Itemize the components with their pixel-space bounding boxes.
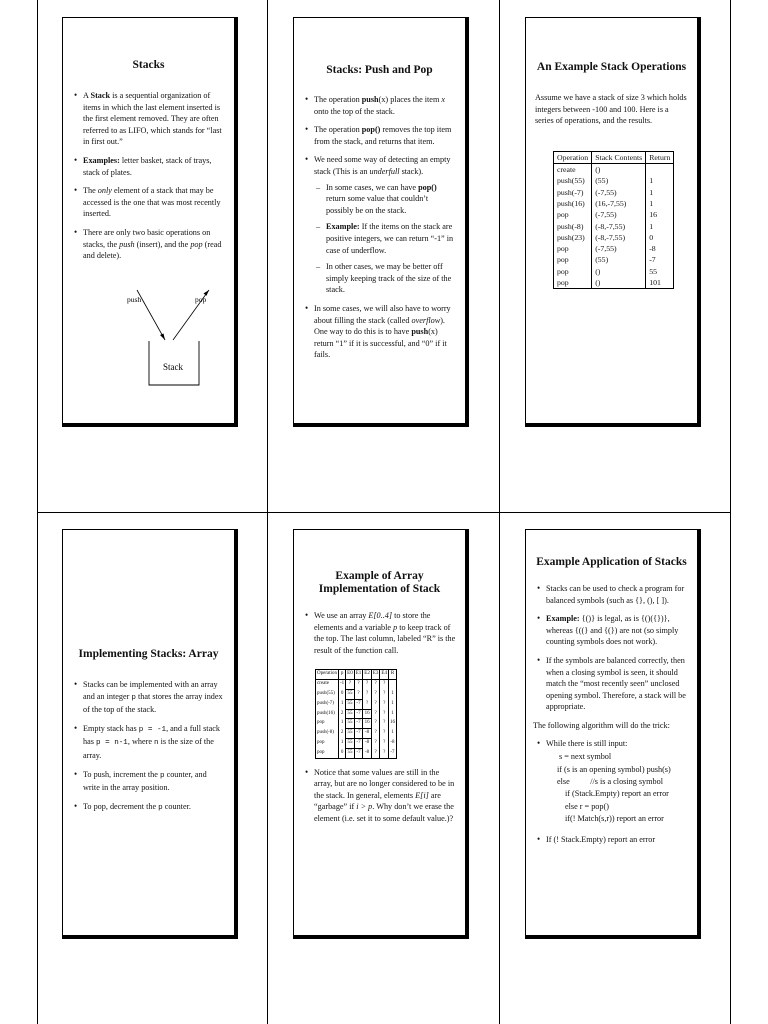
text: overflow [411,315,441,325]
table-cell: pop [316,719,339,729]
table-row [554,187,674,198]
table-cell: () [592,277,646,289]
intro-text: Assume we have a stack of size 3 which holds integers between -100 and 100. Here is a series of operations, and the results. [535,93,687,126]
text: In some cases, we can have [326,182,419,192]
table-cell: -7 [646,254,674,265]
table-cell: ? [363,689,372,699]
table-cell: ? [380,748,389,758]
code-line: else r = pop() [565,801,609,811]
table-cell: (-7,55) [592,187,646,198]
code-text: p = n-1 [95,739,128,748]
list-item [83,227,225,262]
table-cell: ? [380,709,389,719]
table-cell: 0 [339,689,346,699]
table-cell: 55 [346,699,355,709]
table-cell: -7 [354,748,363,758]
table-cell: 1 [388,709,396,719]
text: pop() [418,182,437,192]
table-cell: (16,-7,55) [592,198,646,209]
slide-title: Example Application of Stacks [536,556,687,568]
list-item [83,679,225,716]
table-cell: 16 [363,709,372,719]
text: The operation [314,125,362,135]
table-cell: ? [380,699,389,709]
text: (x) [378,95,389,104]
table-row [554,232,674,243]
text: (insert), and the [134,239,191,249]
code-text: p = -1 [138,725,167,734]
table-cell: 0 [339,748,346,758]
table-row [554,198,674,209]
table-cell: ? [380,680,389,690]
list-item [326,221,456,256]
list-item [314,124,456,147]
text: E[i] [415,790,429,800]
slide-title: An Example Stack Operations [536,61,687,73]
text: to keep track of the top. The last column, labeled “R” is the result of the function call. [314,622,456,655]
column-header: Operation [554,151,592,163]
slide-application [525,529,701,939]
list-item [314,767,456,825]
text: push [119,239,135,249]
bullet-list [303,94,456,361]
table-cell: 55 [346,748,355,758]
table-cell: ? [354,680,363,690]
table-row [316,729,397,739]
text: (read and delete). [83,239,222,261]
table-cell: 55 [646,266,674,277]
table-cell: pop [316,748,339,758]
text: The operation [314,95,362,104]
table-cell: -7 [388,748,396,758]
pop-label: pop [195,295,207,304]
table-row [316,689,397,699]
table-cell: 55 [346,738,355,748]
text: E[0..4] [368,611,393,620]
list-item [546,655,688,713]
list-item [83,155,225,178]
table-cell: (55) [592,175,646,186]
bullet-list [72,90,225,262]
table-cell: pop [554,254,592,265]
text: return “1” if it is successful, and “0” if it fails. [314,338,447,360]
column-header: E0 [346,670,355,680]
text: return some value that couldn’t possibly be on the stack. [326,194,429,215]
text: {()} is legal, as is {()({})}, whereas {((} and {(}) are not (so simply counting symbols does not work). [546,614,679,647]
table-cell: ? [371,680,380,690]
list-item [83,90,225,148]
table-row [554,221,674,232]
table-cell: push(16) [316,709,339,719]
bullet-list [535,738,688,750]
slide-implementing-array [62,529,238,939]
text: A [83,91,91,100]
text: stack). [399,166,424,176]
table-cell: 2 [339,709,346,719]
table-cell: 55 [346,689,355,699]
list-item [546,834,688,846]
table-cell: create [316,680,339,690]
text: places the item [388,95,442,104]
table-row [554,277,674,289]
stack-label: Stack [163,362,183,372]
text: , where [127,737,155,747]
table-cell: (-7,55) [592,209,646,220]
bullet-list [535,583,688,713]
text: Examples: [83,155,120,165]
column-header: Operation [316,670,339,680]
table-cell: 1 [388,689,396,699]
list-item [314,94,456,117]
table-cell: 1 [646,221,674,232]
push-arrowhead [160,334,165,341]
text: If the symbols are balanced correctly, then when a closing symbol is seen, it should match the “most recently seen” unclosed opening symbol. Therefore, a stack will be appropriate. [546,655,686,712]
table-cell: ? [371,748,380,758]
text: There are only two basic operations on stacks, the [83,227,211,249]
table-cell: 1 [339,699,346,709]
list-item [546,583,688,606]
column-header: R [388,670,396,680]
text: underfull [369,166,400,176]
table-row [554,175,674,186]
table-cell [388,680,396,690]
text: pop() [361,125,381,135]
table-cell: push(23) [554,232,592,243]
table-row [316,680,397,690]
table-cell: -8 [363,729,372,739]
list-item [326,261,456,296]
table-cell: 0 [646,232,674,243]
table-cell: 16 [388,719,396,729]
table-cell [646,164,674,176]
list-item [83,801,225,815]
table-row [554,209,674,220]
table-cell: ? [354,689,363,699]
table-cell: 16 [363,719,372,729]
slide-title: Stacks: Push and Pop [326,64,433,76]
table-row [554,266,674,277]
table-cell: () [592,266,646,277]
table-cell: 1 [646,198,674,209]
table-cell: ? [371,738,380,748]
table-cell: ? [371,689,380,699]
text: push [361,95,379,104]
table-cell: ? [371,719,380,729]
table-cell: push(55) [316,689,339,699]
table-cell: pop [316,738,339,748]
table-cell: (55) [592,254,646,265]
text: Stacks can be implemented with an array and an integer [83,680,218,701]
grid-line [37,512,731,513]
text: element of a stack that may be accessed is the one that was most recently inserted. [83,186,221,219]
array-table [315,669,397,758]
table-cell: ? [363,699,372,709]
code-text: p [158,803,163,812]
text: In some cases, we will also have to worry about filling the stack (called [314,303,451,325]
list-item [314,610,456,656]
slide-title: Example of Array Implementation of Stack [318,570,441,595]
operations-table [553,151,674,290]
text: (x) [428,327,438,337]
bullet-list [72,679,225,814]
table-cell: ? [346,680,355,690]
table-row [554,164,674,176]
text: While there is still input: [546,738,628,748]
list-item [83,185,225,220]
table-cell: ? [371,729,380,739]
text: is a sequential organization of items in which the last element inserted is the first element removed. They are often referred to as LIFO, which stands for “last in first out.” [83,91,222,147]
table-cell: create [554,164,592,176]
table-cell: -7 [354,738,363,748]
code-text: n [154,739,159,748]
text: that stores the array index of the top of the stack. [83,691,223,715]
text: is the size of the array. [83,737,214,760]
table-cell: -1 [339,680,346,690]
column-header: Return [646,151,674,163]
table-cell: 1 [339,738,346,748]
text: onto the top of the stack. [314,106,395,116]
table-cell: 1 [646,187,674,198]
table-cell: ? [380,729,389,739]
text: To push, increment the [83,769,160,779]
text: Example: [546,614,580,624]
table-cell: 55 [346,719,355,729]
text: Example: [326,222,360,232]
table-cell: 55 [346,709,355,719]
table-cell: ? [363,680,372,690]
text: letter basket, stack of trays, stack of plates. [83,155,212,177]
text: removes the top item from the stack, and returns that item. [314,125,452,146]
table-cell: (-8,-7,55) [592,232,646,243]
list-item [314,303,456,361]
table-row [316,738,397,748]
table-header-row [554,151,674,163]
slide-stacks [62,17,238,427]
text: The [83,186,98,196]
text: to store the elements and a variable [314,611,431,632]
table-cell: ? [380,719,389,729]
list-item [326,182,456,217]
slide-push-pop [293,17,469,427]
table-cell: 1 [388,699,396,709]
table-cell: push(16) [554,198,592,209]
text: i > p [356,802,373,812]
column-header: E3 [371,670,380,680]
text: pop [190,239,203,249]
algorithm-block [535,751,688,825]
table-cell: -7 [354,699,363,709]
text: ). One way to do this is to have [314,315,445,337]
list-item [314,154,456,296]
text: counter, and write in the array position. [83,769,207,793]
table-cell: pop [554,277,592,289]
table-cell: -8 [388,738,396,748]
table-cell: ? [371,709,380,719]
table-row [554,254,674,265]
slide-example-operations [525,17,701,427]
text: only [97,186,112,196]
table-cell: ? [380,689,389,699]
table-cell: () [592,164,646,176]
table-cell: -7 [354,709,363,719]
text: , and a full stack has [83,723,220,747]
text: push [411,327,429,337]
table-row [316,748,397,758]
stack-diagram [103,288,223,398]
code-text: p [159,771,165,780]
table-row [316,709,397,719]
table-cell: (-7,55) [592,243,646,254]
column-header: Stack Contents [592,151,646,163]
table-cell: ? [380,738,389,748]
table-header-row [316,670,397,680]
table-cell: push(-7) [316,699,339,709]
bullet-list [303,767,456,825]
list-item [546,738,688,750]
code-line: if (Stack.Empty) report an error [565,789,669,799]
text: Notice that some values are still in the array, but are no longer considered to be in the stack. In general, elements [314,767,455,800]
text: Stack [90,91,111,100]
text: x [441,95,445,104]
text: Empty stack has [83,723,139,733]
text: We use an array [314,611,369,620]
list-item [83,769,225,794]
push-label: push [127,295,142,304]
slide-title: Stacks [132,59,165,71]
table-cell: -8 [363,748,372,758]
table-cell: push(-8) [554,221,592,232]
bullet-list [303,610,456,656]
table-cell: 101 [646,277,674,289]
table-cell: ? [371,699,380,709]
sub-list [314,182,456,296]
table-cell: -7 [354,719,363,729]
push-arrow [137,290,165,340]
text: . Why don’t we erase the element (i.e. set it to some default value.)? [314,802,454,823]
table-cell: push(-7) [554,187,592,198]
table-cell: pop [554,209,592,220]
text: Stacks can be used to check a program for balanced symbols (such as {}, (), [ ]). [546,584,685,605]
table-row [316,719,397,729]
table-row [316,699,397,709]
table-cell: (-8,-7,55) [592,221,646,232]
text: are “garbage” if [314,790,441,812]
column-header: E1 [354,670,363,680]
table-cell: 1 [646,175,674,186]
code-line: if(! Match(s,r)) report an error [565,814,664,824]
text: To pop, decrement the [83,801,159,811]
list-item [546,613,688,648]
table-cell: 16 [646,209,674,220]
text: If the items on the stack are positive integers, we can return “-1” in case of underflow. [326,222,454,255]
table-cell: push(-8) [316,729,339,739]
table-cell: -8 [646,243,674,254]
slide-array-example [293,529,469,939]
text: We need some way of detecting an empty stack (This is an [314,155,451,176]
table-cell: 55 [346,729,355,739]
code-line: if (s is an opening symbol) push(s) [557,764,671,774]
code-line: s = next symbol [559,752,612,762]
text: If (! Stack.Empty) report an error [546,834,656,844]
slide-title: Implementing Stacks: Array [78,648,219,660]
code-line: else //s is a closing symbol [557,776,663,786]
table-cell: pop [554,243,592,254]
table-cell: push(55) [554,175,592,186]
text: counter. [162,801,191,811]
column-header: E4 [380,670,389,680]
table-cell: 2 [339,729,346,739]
bullet-list [535,834,688,846]
list-item [83,723,225,762]
following-text: The following algorithm will do the trick: [533,720,670,730]
table-cell: -7 [354,729,363,739]
column-header: p [339,670,346,680]
text: In other cases, we may be better off simply keeping track of the size of the stack. [326,262,452,295]
code-text: p [131,693,136,702]
table-cell: -8 [363,738,372,748]
table-row [554,243,674,254]
table-cell: 1 [388,729,396,739]
text: p [393,622,398,632]
table-cell: 1 [339,719,346,729]
table-cell: pop [554,266,592,277]
column-header: E2 [363,670,372,680]
